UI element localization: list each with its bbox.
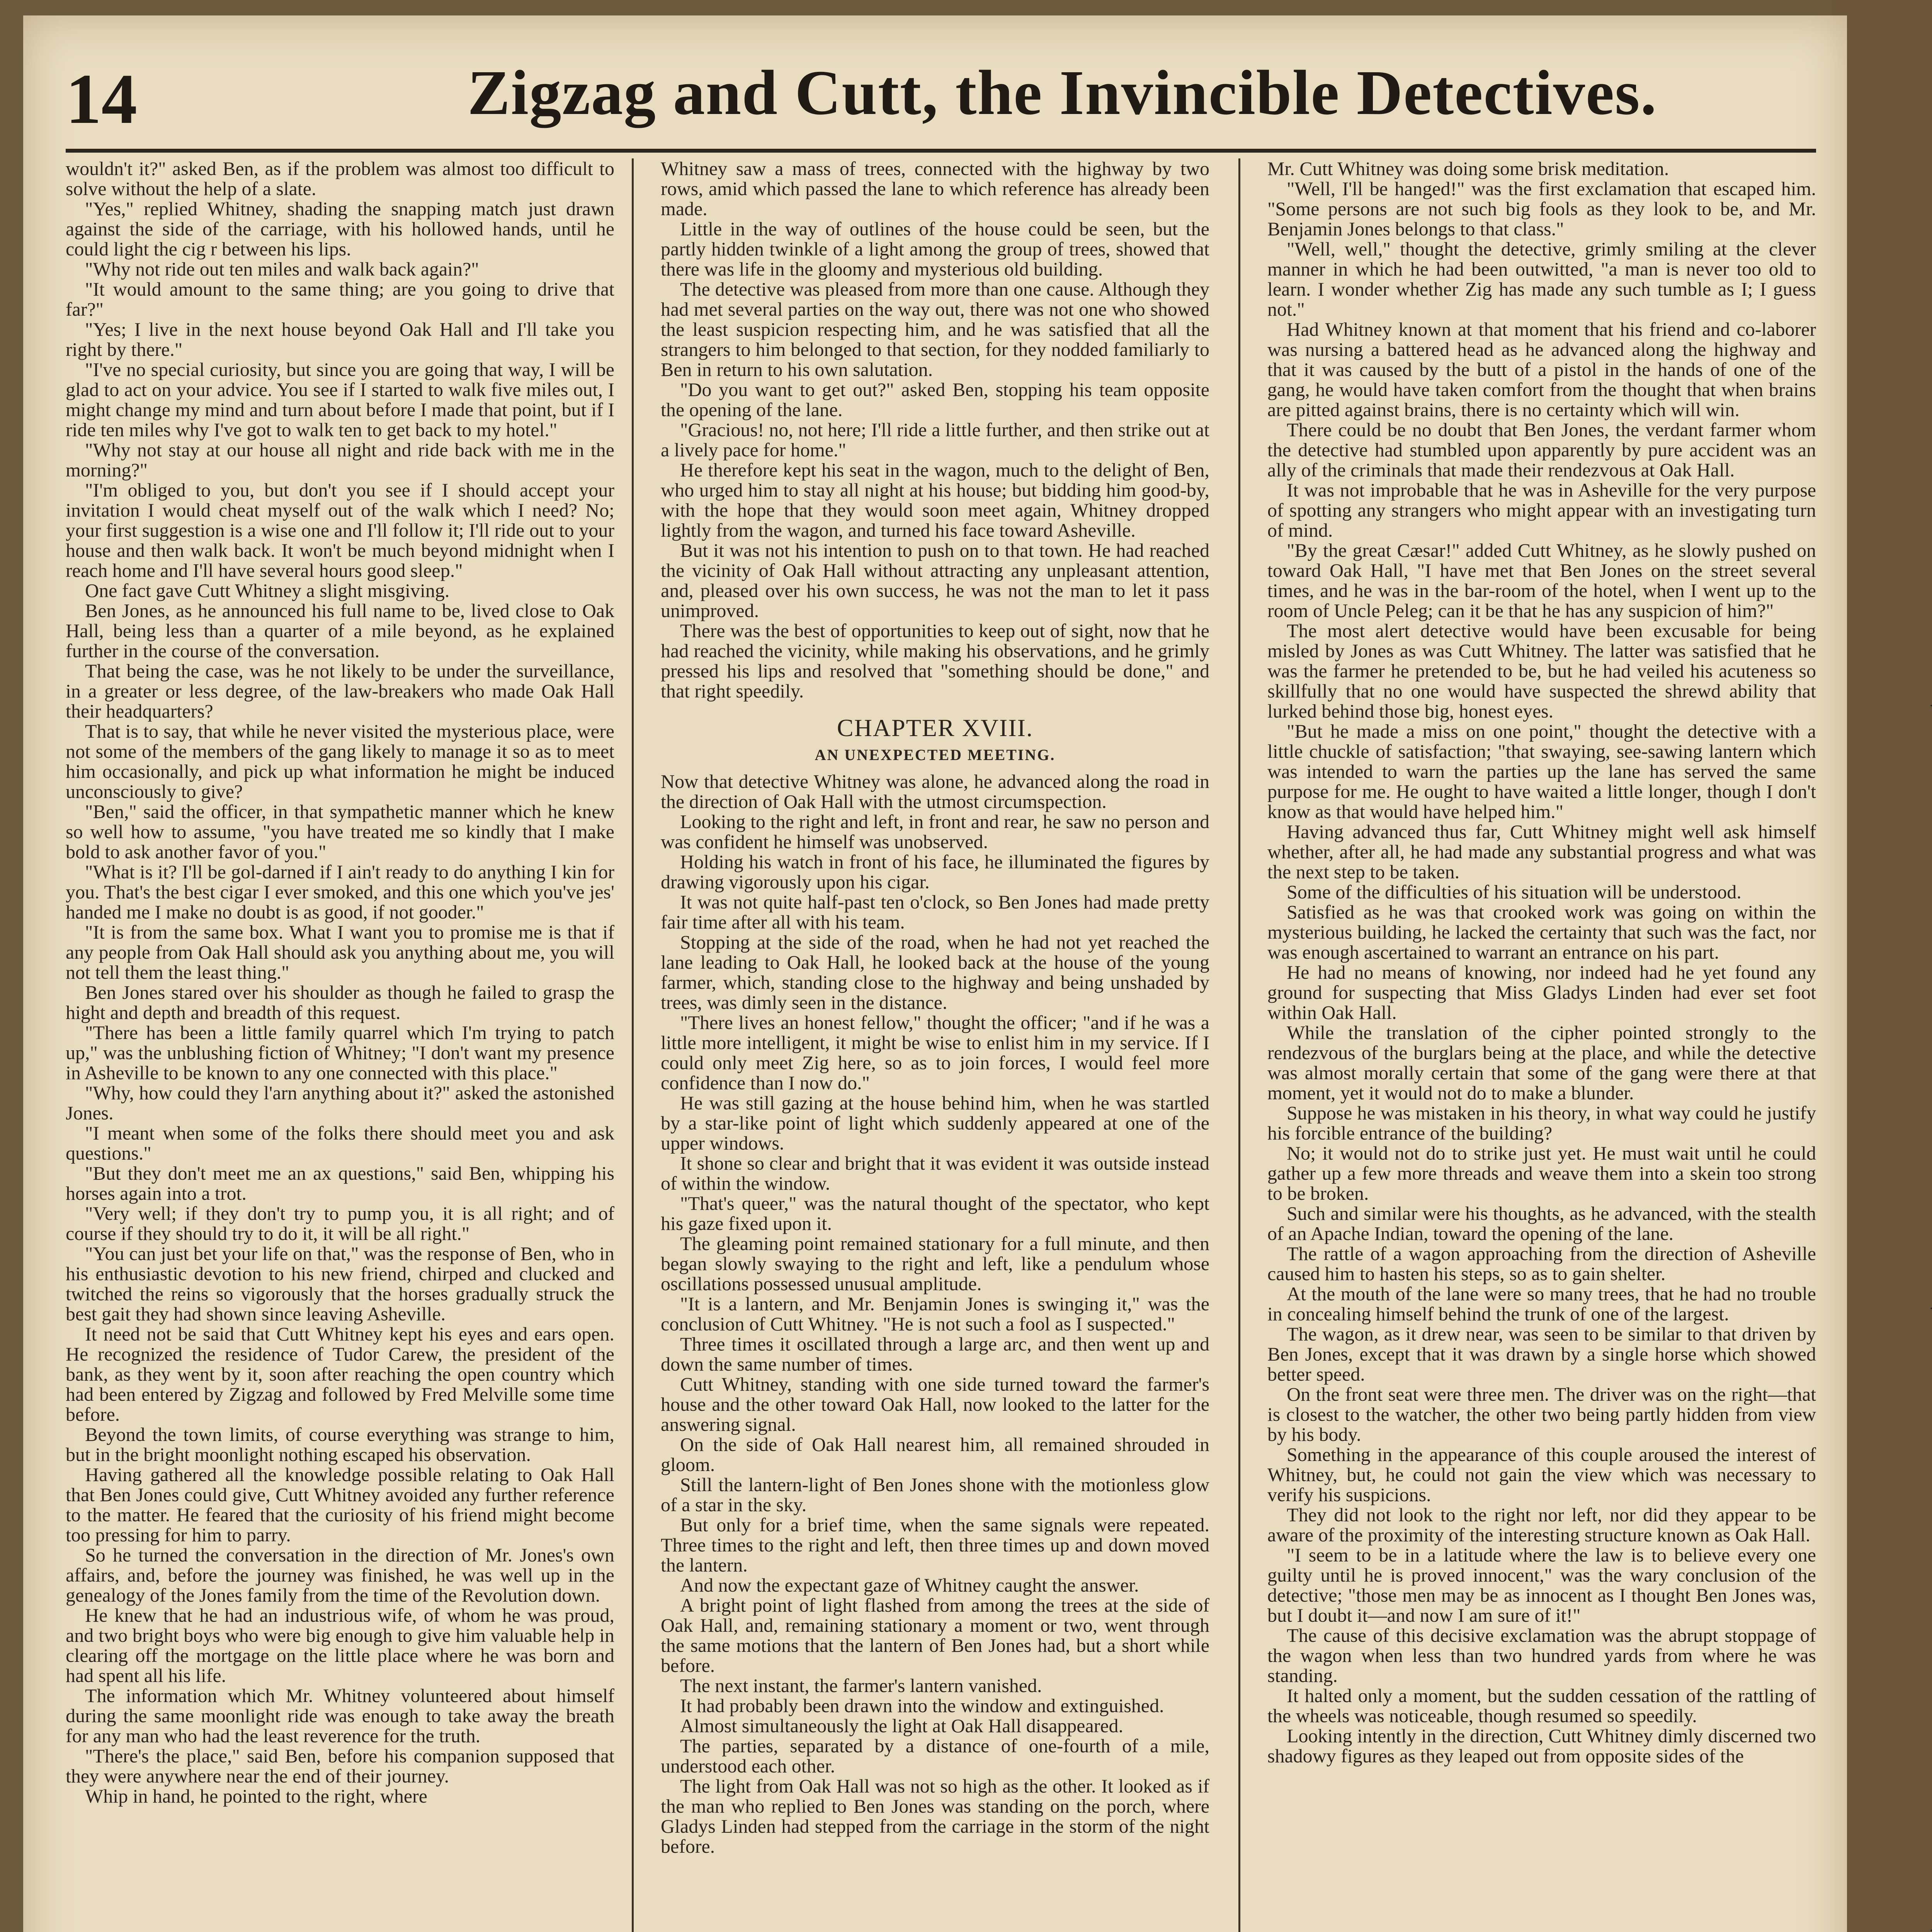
paragraph: "Well, I'll be hanged!" was the first exclamation that escaped him. "Some persons are not such big fools as they look to be, and Mr. Benjamin Jones belongs to that class." [1267, 178, 1816, 240]
paragraph: "You can just bet your life on that," was the response of Ben, who in his enthusiastic devotion to his new friend, chirped and clucked and twitched the reins so vigorously that the horses gradually struck the best gait they had shown since leaving Asheville. [66, 1243, 614, 1325]
paragraph: Such and similar were his thoughts, as he advanced, with the stealth of an Apache Indian, toward the opening of the lane. [1267, 1202, 1816, 1244]
paragraph: Having gathered all the knowledge possible relating to Oak Hall that Ben Jones could give, Cutt Whitney avoided any further reference to the matter. He feared that the curiosity of his friend might become too pressing for him to parry. [66, 1464, 614, 1546]
text-column-3 [1267, 158, 1816, 1932]
paragraph: "Gracious! no, not here; I'll ride a little further, and then strike out at a lively pace for home." [661, 419, 1209, 461]
paragraph: So he turned the conversation in the direction of Mr. Jones's own affairs, and, before the journey was finished, he was well up in the genealogy of the Jones family from the time of the Revolution down. [66, 1544, 614, 1606]
paragraph: "There's the place," said Ben, before his companion supposed that they were anywhere near the end of their journey. [66, 1745, 614, 1787]
paragraph: "Ben," said the officer, in that sympathetic manner which he knew so well how to assume, "you have treated me so kindly that I make bold to ask another favor of you." [66, 801, 614, 862]
paragraph: Something in the appearance of this couple aroused the interest of Whitney, but, he could not gain the view which was necessary to verify his suspicions. [1267, 1444, 1816, 1505]
paragraph: He had no means of knowing, nor indeed had he yet found any ground for suspecting that Miss Gladys Linden had ever set foot within Oak Hall. [1267, 961, 1816, 1023]
paragraph: The detective was pleased from more than one cause. Although they had met several parties on the way out, there was not one who showed the least suspicion respecting him, and he was satisfied that all the strangers to him belonged to that section, for they nodded familiarly to Ben in return to his own salutation. [661, 278, 1209, 380]
paragraph: Whip in hand, he pointed to the right, where [85, 1785, 427, 1807]
paragraph: "But they don't meet me an ax questions," said Ben, whipping his horses again into a trot. [66, 1162, 614, 1204]
paragraph: Having advanced thus far, Cutt Whitney might well ask himself whether, after all, he had made any substantial progress and what was the next step to be taken. [1267, 821, 1816, 883]
paragraph: That being the case, was he not likely to be under the surveillance, in a greater or less degree, of the law-breakers who made Oak Hall their headquarters? [66, 660, 614, 722]
column-rule [632, 158, 634, 1932]
paragraph: One fact gave Cutt Whitney a slight misgiving. [85, 580, 450, 601]
page-title: Zigzag and Cutt, the Invincible Detectives. [468, 57, 1657, 128]
column-2-text-before [661, 158, 1209, 701]
paragraph: Cutt Whitney, standing with one side turned toward the farmer's house and the other toward Oak Hall, now looked to the latter for the answering signal. [661, 1373, 1209, 1435]
paragraph: "I'm obliged to you, but don't you see if I should accept your invitation I would cheat myself out of the walk which I need? No; your first suggestion is a wise one and I'll follow it; I'll ride out to your house and then walk back. It won't be much beyond midnight when I reach home and I'll have several hours good sleep." [66, 479, 614, 581]
paragraph: "There lives an honest fellow," thought the officer; "and if he was a little more intelligent, it might be wise to enlist him in my service. If I could only meet Zig here, so as to join forces, I would feel more confidence than I now do." [661, 1012, 1209, 1094]
binding-tab-icon [1930, 1917, 1932, 1932]
paragraph: "There has been a little family quarrel which I'm trying to patch up," was the unblushing fiction of Whitney; "I don't want my presence in Asheville to be known to any one connected with this place." [66, 1022, 614, 1083]
text-column-1 [66, 158, 614, 1932]
paragraph: "Why, how could they l'arn anything about it?" asked the astonished Jones. [66, 1082, 614, 1124]
paragraph: It had probably been drawn into the window and extinguished. [680, 1695, 1164, 1716]
paragraph: Had Whitney known at that moment that his friend and co-laborer was nursing a battered head as he advanced along the highway and that it was caused by the butt of a pistol in the hands of one of the gang, he would have taken comfort from the thought that when brains are pitted against brains, there is no certainty which will win. [1267, 318, 1816, 420]
paragraph: "I meant when some of the folks there should meet you and ask questions." [66, 1122, 614, 1164]
paragraph: The light from Oak Hall was not so high as the other. It looked as if the man who replied to Ben Jones was standing on the porch, where Gladys Linden had stepped from the carriage in the storm of the night before. [661, 1775, 1209, 1857]
paragraph: But only for a brief time, when the same signals were repeated. Three times to the right and left, then three times up and down moved the lantern. [661, 1514, 1209, 1576]
paragraph: On the side of Oak Hall nearest him, all remained shrouded in gloom. [661, 1434, 1209, 1475]
paragraph: But it was not his intention to push on to that town. He had reached the vicinity of Oak Hall without attracting any unpleasant attention, and, pleased over his own success, he was not the man to let it pass unimproved. [661, 539, 1209, 621]
paragraph: Whitney saw a mass of trees, connected with the highway by two rows, amid which passed the lane to which reference has already been made. [661, 158, 1209, 219]
paragraph: "Why not stay at our house all night and ride back with me in the morning?" [66, 439, 614, 481]
paragraph: "It is a lantern, and Mr. Benjamin Jones is swinging it," was the conclusion of Cutt Whitney. "He is not such a fool as I suspected." [661, 1293, 1209, 1335]
paragraph: It halted only a moment, but the sudden cessation of the rattling of the wheels was noticeable, though resumed so speedily. [1267, 1685, 1816, 1726]
chapter-subtitle: AN UNEXPECTED MEETING. [815, 746, 1056, 764]
paragraph: The cause of this decisive exclamation was the abrupt stoppage of the wagon when less than two hundred yards from where he was standing. [1267, 1624, 1816, 1686]
paragraph: Now that detective Whitney was alone, he advanced along the road in the direction of Oak Hall with the utmost circumspection. [661, 770, 1209, 812]
paragraph: "I've no special curiosity, but since you are going that way, I will be glad to act on your advice. You see if I started to walk five miles out, I might change my mind and turn about before I made that point, but if I ride ten miles why I've got to walk ten to get back to my hotel." [66, 359, 614, 440]
paragraph: "Yes," replied Whitney, shading the snapping match just drawn against the side of the carriage, with his hollowed hands, until he could light the cig r between his lips. [66, 198, 614, 260]
paragraph: The gleaming point remained stationary for a full minute, and then began slowly swaying to the right and left, like a pendulum whose oscillations possessed unusual amplitude. [661, 1233, 1209, 1294]
paragraph: It was not improbable that he was in Asheville for the very purpose of spotting any strangers who might appear with an investigating turn of mind. [1267, 479, 1816, 541]
paragraph: "Very well; if they don't try to pump you, it is all right; and of course if they should try to do it, it will be all right." [66, 1202, 614, 1244]
paragraph: They did not look to the right nor left, nor did they appear to be aware of the proximity of the interesting structure known as Oak Hall. [1267, 1504, 1816, 1546]
paragraph: Almost simultaneously the light at Oak Hall disappeared. [680, 1715, 1123, 1736]
paragraph: There could be no doubt that Ben Jones, the verdant farmer whom the detective had stumbled upon apparently by pure accident was an ally of the criminals that made their rendezvous at Oak Hall. [1267, 419, 1816, 481]
paragraph: "Yes; I live in the next house beyond Oak Hall and I'll take you right by there." [66, 318, 614, 360]
paragraph: Suppose he was mistaken in his theory, in what way could he justify his forcible entrance of the building? [1267, 1102, 1816, 1144]
paragraph: He therefore kept his seat in the wagon, much to the delight of Ben, who urged him to stay all night at his house; but bidding him good-by, with the hope that they would soon meet again, Whitney dropped lightly from the wagon, and turned his face toward Asheville. [661, 459, 1209, 541]
paragraph: Satisfied as he was that crooked work was going on within the mysterious building, he lacked the certainty that such was the fact, nor was enough ascertained to warrant an entrance on his part. [1267, 901, 1816, 963]
paragraph: "It would amount to the same thing; are you going to drive that far?" [66, 278, 614, 320]
paragraph: He was still gazing at the house behind him, when he was startled by a star-like point of light which suddenly appeared at one of the upper windows. [661, 1092, 1209, 1154]
paragraph: He knew that he had an industrious wife, of whom he was proud, and two bright boys who were big enough to give him valuable help in clearing off the mortgage on the little place where he was born and had spent all his life. [66, 1604, 614, 1686]
magazine-page [23, 15, 1847, 1932]
paragraph: On the front seat were three men. The driver was on the right—that is closest to the watcher, the other two being partly hidden from view by his body. [1267, 1383, 1816, 1445]
paragraph: The most alert detective would have been excusable for being misled by Jones as was Cutt Whitney. The latter was satisfied that he was the farmer he pretended to be, but he had veiled his acuteness so skillfully that no one would have suspected the shrewd ability that lurked behind those big, honest eyes. [1267, 620, 1816, 722]
paragraph: "Well, well," thought the detective, grimly smiling at the clever manner in which he had been outwitted, "a man is never too old to learn. I wonder whether Zig has made any such tumble as I; I guess not." [1267, 238, 1816, 320]
paragraph: The parties, separated by a distance of one-fourth of a mile, understood each other. [661, 1735, 1209, 1777]
paragraph: "By the great Cæsar!" added Cutt Whitney, as he slowly pushed on toward Oak Hall, "I have met that Ben Jones on the street several times, and he was in the bar-room of the hotel, when I went up to the room of Uncle Peleg; can it be that he has any suspicion of him?" [1267, 539, 1816, 621]
paragraph: "It is from the same box. What I want you to promise me is that if any people from Oak Hall should ask you anything about me, you will not tell them the least thing." [66, 921, 614, 983]
paragraph: wouldn't it?" asked Ben, as if the problem was almost too difficult to solve without the help of a slate. [66, 158, 614, 199]
paragraph: The next instant, the farmer's lantern vanished. [680, 1675, 1042, 1696]
paragraph: "That's queer," was the natural thought of the spectator, who kept his gaze fixed upon it. [661, 1192, 1209, 1234]
paragraph: Looking to the right and left, in front and rear, he saw no person and was confident he himself was unobserved. [661, 811, 1209, 852]
paragraph: It shone so clear and bright that it was evident it was outside instead of within the window. [661, 1152, 1209, 1194]
paragraph: "Why not ride out ten miles and walk back again?" [85, 258, 479, 280]
text-column-2 [661, 158, 1209, 1932]
paragraph: A bright point of light flashed from among the trees at the side of Oak Hall, and, remaining stationary a moment or two, went through the same motions that the lantern of Ben Jones had, but a short while before. [661, 1594, 1209, 1676]
binding-tab-icon [1930, 1294, 1932, 1322]
paragraph: It was not quite half-past ten o'clock, so Ben Jones had made pretty fair time after all with his team. [661, 891, 1209, 933]
paragraph: Three times it oscillated through a large arc, and then went up and down the same number of times. [661, 1333, 1209, 1375]
paragraph: At the mouth of the lane were so many trees, that he had no trouble in concealing himself behind the trunk of one of the largest. [1267, 1283, 1816, 1325]
paragraph: The information which Mr. Whitney volunteered about himself during the same moonlight ride was enough to take away the breath for any man who had the least reverence for the truth. [66, 1685, 614, 1747]
paragraph: Looking intently in the direction, Cutt Whitney dimly discerned two shadowy figures as they leaped out from opposite sides of the [1267, 1725, 1816, 1767]
paragraph: It need not be said that Cutt Whitney kept his eyes and ears open. He recognized the residence of Tudor Carew, the president of the bank, as they went by it, soon after reaching the open country which had been entered by Zigzag and followed by Fred Melville some time before. [66, 1323, 614, 1425]
page-header [66, 52, 1816, 153]
column-2-text-after [661, 771, 1209, 1856]
paragraph: The wagon, as it drew near, was seen to be similar to that driven by Ben Jones, except that it was drawn by a single horse which showed better speed. [1267, 1323, 1816, 1385]
paragraph: "But he made a miss on one point," thought the detective with a little chuckle of satisfaction; "that swaying, see-sawing lantern which was intended to warn the parties up the lane has served the same purpose for me. He ought to have waited a little longer, though I don't know as that would have helped him." [1267, 720, 1816, 822]
paragraph: Ben Jones stared over his shoulder as though he failed to grasp the hight and depth and breadth of this request. [66, 981, 614, 1023]
paragraph: "What is it? I'll be gol-darned if I ain't ready to do anything I kin for you. That's the best cigar I ever smoked, and this one which you've jes' handed me I make no doubt is as good, if not gooder." [66, 861, 614, 923]
paragraph: Ben Jones, as he announced his full name to be, lived close to Oak Hall, being less than a quarter of a mile beyond, as he explained further in the course of the conversation. [66, 600, 614, 662]
binding-tab-icon [1930, 692, 1932, 719]
paragraph: Little in the way of outlines of the house could be seen, but the partly hidden twinkle of a light among the group of trees, showed that there was life in the gloomy and mysterious old building. [661, 218, 1209, 280]
paragraph: Mr. Cutt Whitney was doing some brisk meditation. [1267, 158, 1669, 179]
column-rule [1238, 158, 1240, 1932]
chapter-heading: CHAPTER XVIII. [837, 714, 1033, 742]
paragraph: The rattle of a wagon approaching from the direction of Asheville caused him to hasten his steps, so as to gain shelter. [1267, 1243, 1816, 1284]
paragraph: That is to say, that while he never visited the mysterious place, were not some of the members of the gang likely to manage it so as to meet him occasionally, and pick up what information he might be induced unconsciously to give? [66, 720, 614, 802]
paragraph: While the translation of the cipher pointed strongly to the rendezvous of the burglars being at the place, and while the detective was almost morally certain that some of the gang were there at that moment, yet it would not do to make a blunder. [1267, 1022, 1816, 1104]
paragraph: And now the expectant gaze of Whitney caught the answer. [680, 1574, 1139, 1596]
page-number: 14 [66, 60, 137, 139]
paragraph: "I seem to be in a latitude where the law is to believe every one guilty until he is proved innocent," was the wary conclusion of the detective; "those men may be as innocent as I thought Ben Jones was, but I doubt it—and now I am sure of it!" [1267, 1544, 1816, 1626]
paragraph: No; it would not do to strike just yet. He must wait until he could gather up a few more threads and weave them into a skein too strong to be broken. [1267, 1142, 1816, 1204]
paragraph: Beyond the town limits, of course everything was strange to him, but in the bright moonlight nothing escaped his observation. [66, 1423, 614, 1465]
paragraph: Still the lantern-light of Ben Jones shone with the motionless glow of a star in the sky. [661, 1474, 1209, 1515]
paragraph: Stopping at the side of the road, when he had not yet reached the lane leading to Oak Hall, he looked back at the house of the young farmer, which, standing close to the highway and being unshaded by trees, was dimly seen in the distance. [661, 931, 1209, 1013]
paragraph: There was the best of opportunities to keep out of sight, now that he had reached the vicinity, while making his observations, and he grimly pressed his lips and resolved that "something should be done," and that right speedily. [661, 620, 1209, 702]
paragraph: "Do you want to get out?" asked Ben, stopping his team opposite the opening of the lane. [661, 379, 1209, 420]
paragraph: Some of the difficulties of his situation will be understood. [1287, 881, 1742, 903]
paragraph: Holding his watch in front of his face, he illuminated the figures by drawing vigorously upon his cigar. [661, 851, 1209, 893]
